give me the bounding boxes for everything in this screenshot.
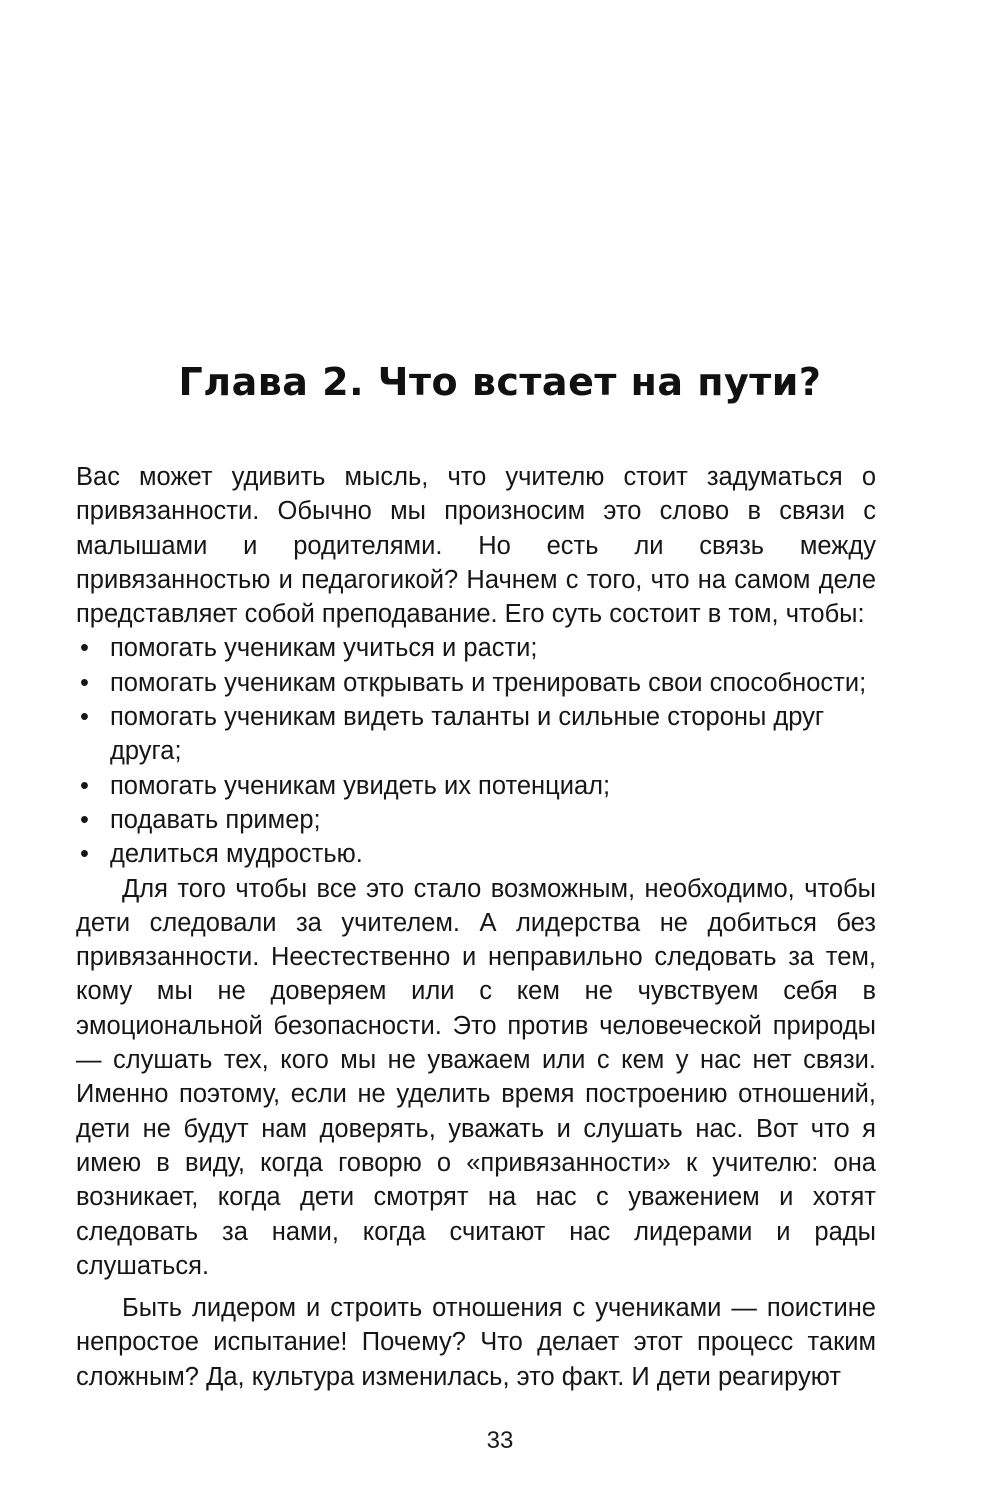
list-item-text: делиться мудростью. — [110, 840, 363, 869]
bullet-list — [76, 631, 876, 871]
chapter-title: Глава 2. Что встает на пути? — [178, 360, 822, 404]
page-number: 33 — [486, 1427, 514, 1454]
bullet-icon: • — [80, 805, 89, 834]
list-item-text: помогать ученикам увидеть их потенциал; — [110, 771, 611, 800]
list-item-text: подавать пример; — [110, 805, 321, 834]
intro-paragraph: Вас может удивить мысль, что учителю стоит задуматься о привязанности. Обычно мы произносим это слово в связи с малышами и родителями. Но есть ли связь между привязанностью и педагогикой? Начнем с того, что на самом деле представляет собой преподавание. Его суть состоит в том, чтобы: — [76, 463, 876, 629]
bullet-icon: • — [80, 703, 89, 732]
body-paragraph: Для того чтобы все это стало возможным, необходимо, чтобы дети следовали за учителем. А лидерства не добиться без привязанности. Неестественно и неправильно следовать за тем, кому мы не доверяем или с кем не чувствуем себя в эмоциональной безопасности. Это против человеческой природы — слушать тех, кого мы не уважаем или с кем у нас нет связи. Именно поэтому, если не уделить время построению отношений, дети не будут нам доверять, уважать и слушать нас. Вот что я имею в виду, когда говорю о «привязанности» к учителю: она возникает, когда дети смотрят на нас с уважением и хотят следовать за нами, когда считают нас лидерами и рады слушаться. — [76, 874, 876, 1280]
list-item-text: помогать ученикам видеть таланты и сильные стороны друг друга; — [110, 703, 825, 766]
list-item-text: помогать ученикам учиться и расти; — [110, 634, 538, 663]
list-item-text: помогать ученикам открывать и тренировать свои способности; — [110, 668, 867, 697]
list-item — [76, 666, 876, 700]
bullet-icon: • — [80, 771, 89, 800]
list-item — [76, 803, 876, 837]
body-text — [76, 460, 876, 1394]
list-item — [76, 769, 876, 803]
list-item — [76, 631, 876, 665]
list-item — [76, 700, 876, 769]
bullet-icon: • — [80, 634, 89, 663]
list-item — [76, 837, 876, 871]
bullet-icon: • — [80, 840, 89, 869]
body-paragraph: Быть лидером и строить отношения с учениками — поистине непростое испытание! Почему? Что делает этот процесс таким сложным? Да, культура изменилась, это факт. И дети реагируют — [76, 1294, 876, 1391]
bullet-icon: • — [80, 668, 89, 697]
